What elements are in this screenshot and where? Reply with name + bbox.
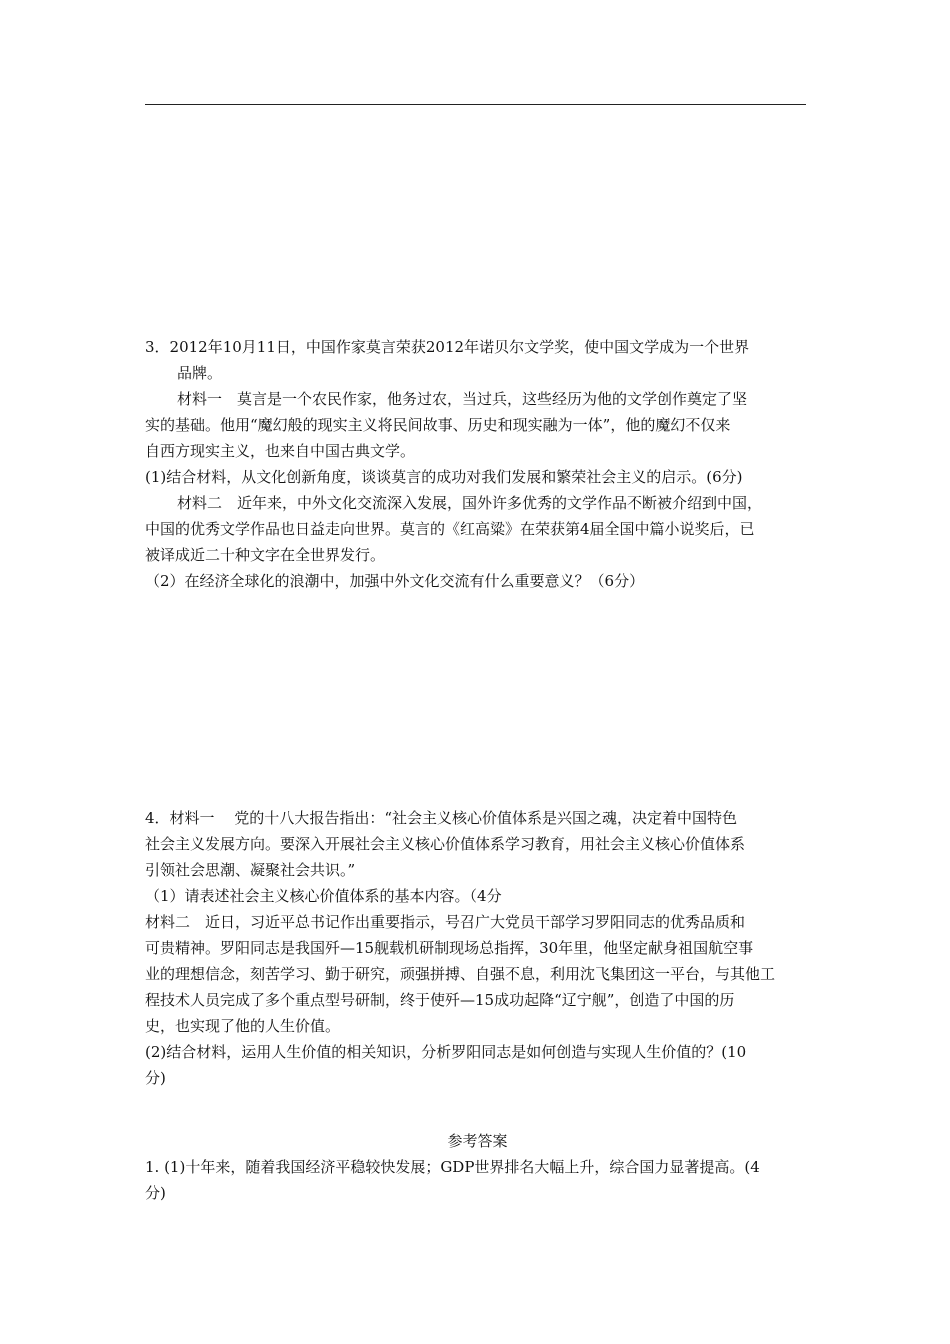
q3-material-2: 材料二 近年来，中外文化交流深入发展，国外许多优秀的文学作品不断被介绍到中国，: [177, 494, 763, 512]
q3-sub-question-1: (1)结合材料，从文化创新角度，谈谈莫言的成功对我们发展和繁荣社会主义的启示。(6分): [145, 468, 743, 486]
q3-line: 3．2012年10月11日，中国作家莫言荣获2012年诺贝尔文学奖，使中国文学成为一个世界: [145, 338, 750, 356]
answer-line: 1. (1)十年来，随着我国经济平稳较快发展；GDP世界排名大幅上升，综合国力显著提高。(4: [145, 1158, 760, 1176]
q4-material-1: 4．材料一 党的十八大报告指出：“社会主义核心价值体系是兴国之魂，决定着中国特色: [145, 809, 737, 827]
q3-line: 被译成近二十种文字在全世界发行。: [145, 546, 386, 564]
answer-line: 分): [145, 1184, 166, 1202]
q4-line: 社会主义发展方向。要深入开展社会主义核心价值体系学习教育，用社会主义核心价值体系: [145, 835, 746, 853]
q4-line: 引领社会思潮、凝聚社会共识。”: [145, 861, 356, 879]
answer-section: [145, 1128, 810, 1206]
header-rule: [145, 104, 806, 105]
q4-sub-question-2: (2)结合材料，运用人生价值的相关知识，分析罗阳同志是如何创造与实现人生价值的？(10: [145, 1043, 747, 1061]
question-3: [145, 334, 810, 594]
q3-line: 品牌。: [177, 364, 223, 382]
q4-line: 程技术人员完成了多个重点型号研制，终于使歼—15成功起降“辽宁舰”，创造了中国的历: [145, 991, 735, 1009]
q3-material-1: 材料一 莫言是一个农民作家，他务过农，当过兵，这些经历为他的文学创作奠定了坚: [177, 390, 748, 408]
q3-sub-question-2: （2）在经济全球化的浪潮中，加强中外文化交流有什么重要意义？（6分）: [145, 572, 645, 590]
q4-sub-question-1: （1）请表述社会主义核心价值体系的基本内容。（4分: [145, 887, 502, 905]
q4-line: 史，也实现了他的人生价值。: [145, 1017, 341, 1035]
q4-line: 分): [145, 1069, 166, 1087]
question-4: [145, 805, 810, 1091]
q4-material-2: 材料二 近日，习近平总书记作出重要指示，号召广大党员干部学习罗阳同志的优秀品质和: [145, 913, 746, 931]
q3-line: 中国的优秀文学作品也日益走向世界。莫言的《红高粱》在荣获第4届全国中篇小说奖后，已: [145, 520, 755, 538]
answer-title: 参考答案: [447, 1132, 508, 1150]
q3-line: 自西方现实主义，也来自中国古典文学。: [145, 442, 416, 460]
q4-line: 业的理想信念，刻苦学习、勤于研究，顽强拼搏、自强不息，利用沈飞集团这一平台，与其他工: [145, 965, 776, 983]
q3-line: 实的基础。他用“魔幻般的现实主义将民间故事、历史和现实融为一体”，他的魔幻不仅来: [145, 416, 731, 434]
q4-line: 可贵精神。罗阳同志是我国歼—15舰载机研制现场总指挥，30年里，他坚定献身祖国航空事: [145, 939, 754, 957]
